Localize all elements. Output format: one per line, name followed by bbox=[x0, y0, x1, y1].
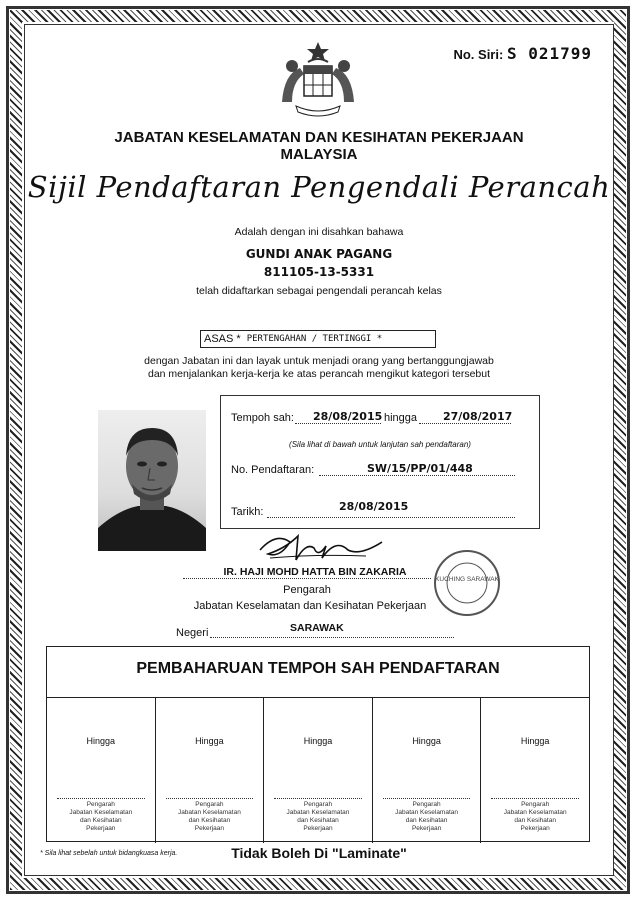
renewal-signature-line bbox=[57, 798, 145, 799]
serial-label: No. Siri: bbox=[453, 47, 504, 62]
renewal-cell bbox=[481, 698, 589, 843]
signature-line bbox=[183, 578, 431, 579]
renewal-signatory: Pengarah Jabatan Keselamatan dan Kesihatan Pekerjaan bbox=[69, 801, 133, 832]
renewal-until-label: Hingga bbox=[195, 736, 224, 746]
registered-text: telah didaftarkan sebagai pengendali perancah kelas bbox=[196, 285, 442, 297]
date-value: 28/08/2015 bbox=[339, 500, 409, 513]
renewal-cell bbox=[264, 698, 373, 843]
validity-label: Tempoh sah: bbox=[231, 412, 294, 424]
renewal-signatory: Pengarah Jabatan Keselamatan dan Kesihatan Pekerjaan bbox=[503, 801, 567, 832]
laminate-warning: Tidak Boleh Di "Laminate" bbox=[231, 845, 407, 861]
body-text-line2: dan menjalankan kerja-kerja ke atas perancah mengikut kategori tersebut bbox=[147, 368, 491, 380]
serial-value: S 021799 bbox=[506, 44, 592, 63]
class-struck: PERTENGAHAN / TERTINGGI * bbox=[246, 334, 383, 344]
renewal-grid bbox=[47, 697, 589, 843]
validity-to-line bbox=[419, 423, 511, 424]
registration-line bbox=[319, 475, 515, 476]
renewal-cell bbox=[373, 698, 482, 843]
official-stamp-icon bbox=[432, 548, 502, 618]
state-value: SARAWAK bbox=[290, 622, 344, 634]
renewal-signatory: Pengarah Jabatan Keselamatan dan Kesihatan Pekerjaan bbox=[395, 801, 459, 832]
coat-of-arms-icon bbox=[270, 40, 366, 120]
renewal-signature-line bbox=[383, 798, 471, 799]
class-box bbox=[200, 330, 436, 348]
renewal-signature-line bbox=[166, 798, 254, 799]
holder-id: 811105-13-5331 bbox=[263, 265, 375, 279]
renewal-until-label: Hingga bbox=[303, 736, 333, 746]
renewal-signatory: Pengarah Jabatan Keselamatan dan Kesihatan Pekerjaan bbox=[177, 801, 241, 832]
signatory-title: Pengarah bbox=[283, 584, 331, 596]
date-label: Tarikh: bbox=[231, 506, 264, 518]
validity-from: 28/08/2015 bbox=[313, 410, 383, 423]
department-line1: JABATAN KESELAMATAN DAN KESIHATAN PEKERJAAN bbox=[114, 129, 524, 146]
date-line bbox=[267, 517, 515, 518]
registration-info-box bbox=[220, 395, 540, 529]
intro-text: Adalah dengan ini disahkan bahawa bbox=[234, 226, 404, 238]
body-text-line1: dengan Jabatan ini dan layak untuk menjadi orang yang bertanggungjawab bbox=[144, 355, 494, 367]
registration-number: SW/15/PP/01/448 bbox=[367, 462, 473, 475]
renewal-until-label: Hingga bbox=[86, 736, 116, 746]
state-line bbox=[210, 637, 454, 638]
footnote: * Sila lihat sebelah untuk bidangkuasa kerja. bbox=[40, 850, 178, 857]
state-label: Negeri bbox=[176, 627, 209, 639]
validity-to: 27/08/2017 bbox=[443, 410, 513, 423]
validity-from-line bbox=[295, 423, 381, 424]
renewal-cell bbox=[156, 698, 265, 843]
registration-label: No. Pendaftaran: bbox=[231, 464, 315, 476]
department-line2: MALAYSIA bbox=[280, 146, 358, 163]
stamp-text: KUCHING SARAWAK bbox=[435, 576, 499, 583]
validity-note: (Sila lihat di bawah untuk lanjutan sah pendaftaran) bbox=[289, 440, 471, 449]
signatory-name: IR. HAJI MOHD HATTA BIN ZAKARIA bbox=[223, 566, 407, 578]
signatory-org: Jabatan Keselamatan dan Kesihatan Pekerjaan bbox=[193, 600, 427, 612]
certificate-title: Sijil Pendaftaran Pengendali Perancah bbox=[27, 170, 611, 204]
signature bbox=[256, 528, 386, 568]
validity-to-label: hingga bbox=[384, 412, 418, 424]
renewal-signatory: Pengarah Jabatan Keselamatan dan Kesihatan Pekerjaan bbox=[286, 801, 350, 832]
renewal-signature-line bbox=[491, 798, 579, 799]
renewal-title: PEMBAHARUAN TEMPOH SAH PENDAFTARAN bbox=[136, 660, 500, 677]
renewal-until-label: Hingga bbox=[520, 736, 550, 746]
renewal-signature-line bbox=[274, 798, 362, 799]
renewal-cell bbox=[47, 698, 156, 843]
renewal-until-label: Hingga bbox=[412, 736, 441, 746]
renewal-section bbox=[46, 646, 590, 842]
class-selected: ASAS * bbox=[204, 333, 241, 345]
serial-number bbox=[453, 44, 592, 63]
holder-photo bbox=[98, 410, 206, 551]
holder-name: GUNDI ANAK PAGANG bbox=[245, 247, 393, 261]
